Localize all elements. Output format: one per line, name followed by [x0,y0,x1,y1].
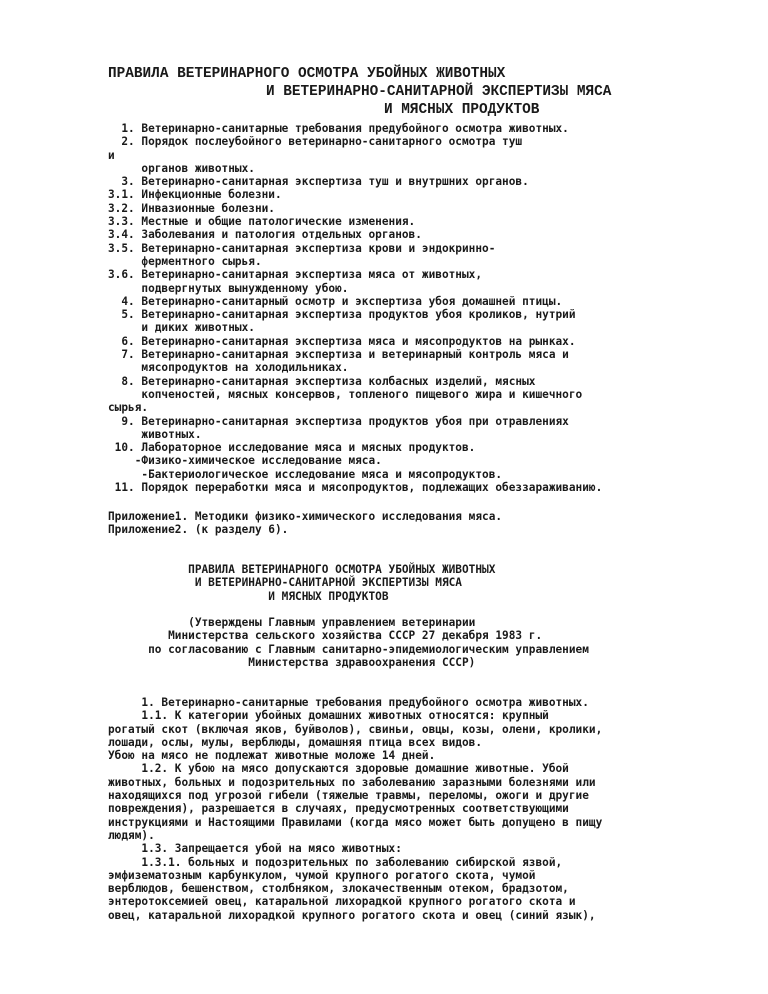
doc-title-line-3: И МЯСНЫХ ПРОДУКТОВ [384,102,540,118]
section-title: ПРАВИЛА ВЕТЕРИНАРНОГО ОСМОТРА УБОЙНЫХ ЖИВОТНЫХ И ВЕТЕРИНАРНО-САНИТАРНОЙ ЭКСПЕРТИЗЫ МЯСА И МЯСНЫХ ПРОДУКТОВ [188,563,496,603]
approval-note: (Утверждены Главным управлением ветеринарии Министерства сельского хозяйства СССР 27 декабря 1983 г. по согласованию с Главным санитарно-эпидемиологическим управлением Министерства здравоохранения СССР) [148,616,589,669]
table-of-contents: 1. Ветеринарно-санитарные требования предубойного осмотра животных. 2. Порядок послеубойного ветеринарно-санитарного осмотра туш и органов животных. 3. Ветеринарно-санитарная экспертиза туш и внутршних органов. 3.1. Инфекционные болезни. 3.2. Инвазионные болезни. 3.3. Местные и общие патологические изменения. 3.4. Заболевания и патология отдельных органов. 3.5. Ветеринарно-санитарная экспертиза крови и эндокринно- ферментного сырья. 3.6. Ветеринарно-санитарная экспертиза мяса от животных, подвергнутых вынужденному убою. 4. Ветеринарно-санитарный осмотр и экспертиза убоя домашней птицы. 5. Ветеринарно-санитарная экспертиза продуктов убоя кроликов, нутрий и диких животных. 6. Ветеринарно-санитарная экспертиза мяса и мясопродуктов на рынках. 7. Ветеринарно-санитарная экспертиза и ветеринарный контроль мяса и мясопродуктов на холодильниках. 8. Ветеринарно-санитарная экспертиза колбасных изделий, мясных копченостей, мясных консервов, топленого пищевого жира и кишечного сырья. 9. Ветеринарно-санитарная экспертиза продуктов убоя при отравлениях животных. 10. Лабораторное исследование мяса и мясных продуктов. -Физико-химическое исследование мяса. -Бактериологическое исследование мяса и мясопродуктов. 11. Порядок переработки мяса и мясопродуктов, подлежащих обеззараживанию. [108,122,603,495]
doc-title-line-1: ПРАВИЛА ВЕТЕРИНАРНОГО ОСМОТРА УБОЙНЫХ ЖИВОТНЫХ [108,66,506,82]
doc-title-line-2: И ВЕТЕРИНАРНО-САНИТАРНОЙ ЭКСПЕРТИЗЫ МЯСА [266,84,612,100]
appendix-list: Приложение1. Методики физико-химического исследования мяса. Приложение2. (к разделу 6). [108,510,503,537]
body-text: 1. Ветеринарно-санитарные требования предубойного осмотра животных. 1.1. К категории убойных домашних животных относятся: крупный рогатый скот (включая яков, буйволов), свиньи, овцы, козы, олени, кролики, лошади, ослы, мулы, верблюды, домашняя птица всех видов. Убою на мясо не подлежат животные моложе 14 дней. 1.2. К убою на мясо допускаются здоровые домашние животные. Убой животных, больных и подозрительных по заболеванию заразными болезнями или находящихся под угрозой гибели (тяжелые травмы, переломы, ожоги и другие повреждения), разрешается в случаях, предусмотренных соответствующими инструкциями и Настоящими Правилами (когда мясо может быть допущено в пищу людям). 1.3. Запрещается убой на мясо животных: 1.3.1. больных и подозрительных по заболеванию сибирской язвой, эмфизематозным карбункулом, чумой крупного рогатого скота, чумой верблюдов, бешенством, столбняком, злокачественным отеком, брадзотом, энтеротоксемией овец, катаральной лихорадкой крупного рогатого скота и овец, катаральной лихорадкой крупного рогатого скота и овец (синий язык), [108,696,603,922]
